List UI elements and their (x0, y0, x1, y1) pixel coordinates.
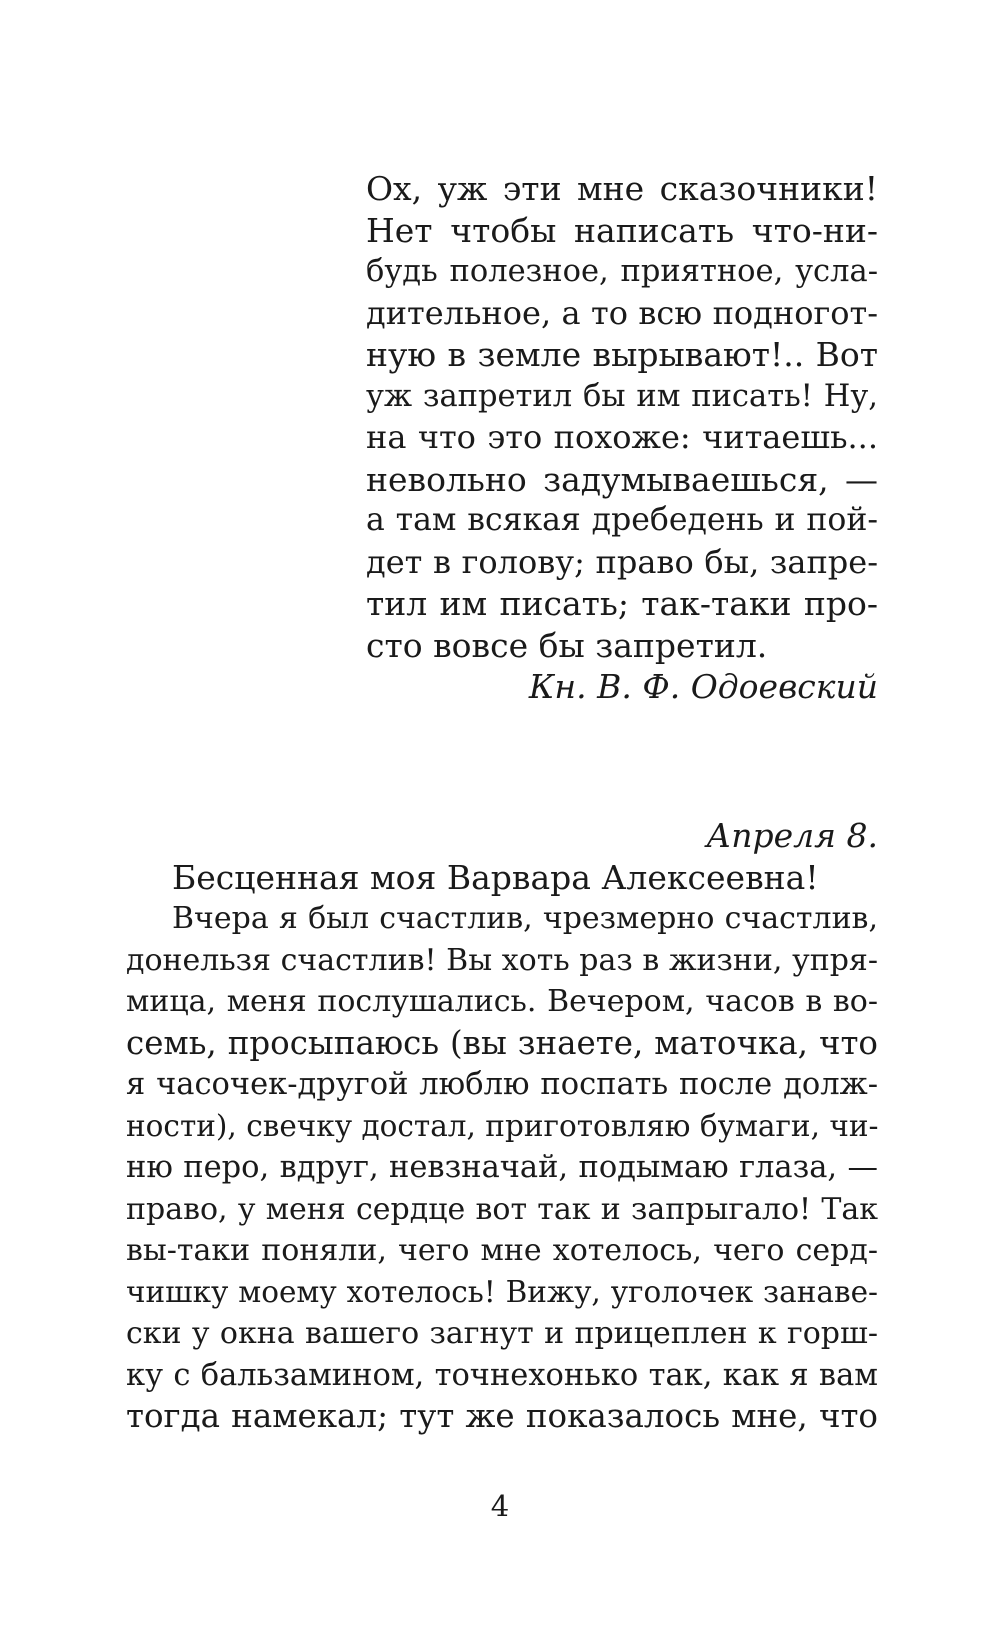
epigraph-line: будь полезное, приятное, усла- (366, 254, 878, 289)
letter-body (126, 815, 878, 1438)
letter-line: семь, просыпаюсь (вы знаете, маточка, что (126, 1023, 878, 1062)
letter-line: донельзя счастлив! Вы хоть раз в жизни, упря- (126, 942, 878, 978)
epigraph-line: тил им писать; так-таки про- (366, 584, 878, 623)
letter-line: Вчера я был счастлив, чрезмерно счастлив, (172, 901, 878, 936)
epigraph-line: дительное, а то всю подногот- (366, 293, 878, 332)
letter-date: Апреля 8. (706, 816, 878, 855)
epigraph (366, 168, 878, 708)
epigraph-line: сто вовсе бы запретил. (366, 625, 768, 665)
epigraph-line: уж запретил бы им писать! Ну, (366, 378, 878, 414)
letter-line: право, у меня сердце вот так и запрыгало! Так (126, 1191, 878, 1227)
letter-salutation: Бесценная моя Варвара Алексеевна! (172, 857, 819, 897)
epigraph-line: Ох, уж эти мне сказочники! (366, 169, 878, 208)
letter-line: ню перо, вдруг, невзначай, подымаю глаза, — (126, 1150, 878, 1185)
page-number: 4 (490, 1489, 510, 1523)
epigraph-line: дет в голову; право бы, запре- (366, 542, 878, 581)
letter-line: мица, меня послушались. Вечером, часов в во- (126, 984, 878, 1019)
epigraph-line: Нет чтобы написать что-ни- (366, 210, 878, 250)
epigraph-line: на что это похоже: читаешь... (366, 418, 878, 456)
epigraph-line: ную в земле вырывают!.. Вот (366, 335, 878, 374)
epigraph-line: а там всякая дребедень и пой- (366, 502, 878, 538)
epigraph-line: невольно задумываешься, — (366, 459, 878, 499)
letter-line: я часочек-другой люблю поспать после долж- (126, 1067, 878, 1102)
letter-line: ку с бальзамином, точнехонько так, как я вам (126, 1357, 878, 1393)
letter-line: вы-таки поняли, чего мне хотелось, чего серд- (126, 1233, 878, 1268)
letter-line: чишку моему хотелось! Вижу, уголочек занаве- (126, 1274, 878, 1309)
letter-line: тогда намекал; тут же показалось мне, что (126, 1397, 878, 1435)
letter-line: ски у окна вашего загнут и прицеплен к горш- (126, 1316, 878, 1351)
epigraph-author: Кн. В. Ф. Одоевский (528, 667, 878, 706)
letter-line: ности), свечку достал, приготовляю бумаги, чи- (126, 1108, 879, 1143)
